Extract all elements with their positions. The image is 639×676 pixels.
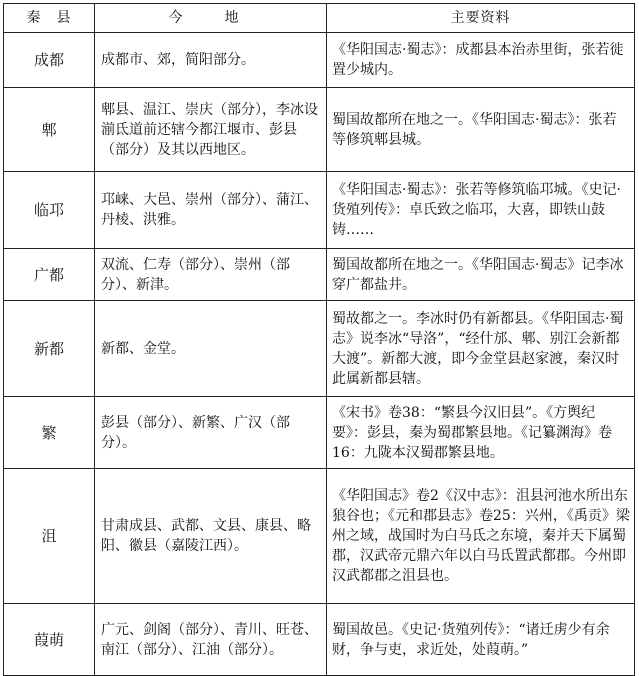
county-name: 郫 (4, 88, 95, 172)
source-note: 蜀故都之一。李冰时仍有新都县。《华阳国志·蜀志》说李冰“导洛”，“经什邡、郫、别江会新都大渡”。新都大渡，即今金堂县赵家渡，秦汉时此属新都县辖。 (327, 301, 635, 397)
today-place: 甘肃成县、武都、文县、康县、略阳、徽县（嘉陵江西）。 (95, 469, 327, 604)
source-note: 《华阳国志》卷2《汉中志》：沮县河池水所出东狼谷也；《元和郡县志》卷25：兴州，《禹贡》梁州之域，战国时为白马氐之东境，秦并天下属蜀郡，汉武帝元鼎六年以白马氐置武都郡。今州即汉武都郡之沮县也。 (327, 469, 635, 604)
today-place: 彭县（部分）、新繁、广汉（部分）。 (95, 397, 327, 469)
source-note: 《华阳国志·蜀志》：张若等修筑临邛城。《史记·货殖列传》：卓氏致之临邛，大喜，即铁山鼓铸…… (327, 172, 635, 249)
header-row (4, 4, 635, 33)
county-name: 新都 (4, 301, 95, 397)
county-name: 成都 (4, 33, 95, 88)
county-name: 广都 (4, 249, 95, 301)
county-name: 葭萌 (4, 604, 95, 676)
header-county: 秦 县 (4, 4, 95, 33)
table-row (4, 301, 635, 397)
today-place: 双流、仁寿（部分）、崇州（部分）、新津。 (95, 249, 327, 301)
today-place: 郫县、温江、崇庆（部分），李冰设湔氐道前还辖今都江堰市、彭县（部分）及其以西地区。 (95, 88, 327, 172)
today-place: 成都市、郊，简阳部分。 (95, 33, 327, 88)
table-row (4, 469, 635, 604)
table-row (4, 397, 635, 469)
table-row (4, 604, 635, 676)
table-row (4, 172, 635, 249)
table-row (4, 88, 635, 172)
source-note: 蜀国故都所在地之一。《华阳国志·蜀志》记李冰穿广都盐井。 (327, 249, 635, 301)
today-place: 邛崃、大邑、崇州（部分）、蒲江、丹棱、洪雅。 (95, 172, 327, 249)
county-name: 繁 (4, 397, 95, 469)
source-note: 蜀国故邑。《史记·货殖列传》：“诸迁虏少有余财，争与吏，求近处，处葭萌。” (327, 604, 635, 676)
county-name: 临邛 (4, 172, 95, 249)
source-note: 《华阳国志·蜀志》：成都县本治赤里街，张若徙置少城内。 (327, 33, 635, 88)
today-place: 新都、金堂。 (95, 301, 327, 397)
header-sources: 主要资料 (327, 4, 635, 33)
table-row (4, 33, 635, 88)
source-note: 蜀国故都所在地之一。《华阳国志·蜀志》：张若等修筑郫县城。 (327, 88, 635, 172)
header-today: 今 地 (95, 4, 327, 33)
table-row (4, 249, 635, 301)
today-place: 广元、剑阁（部分）、青川、旺苍、南江（部分）、江油（部分）。 (95, 604, 327, 676)
counties-table (3, 3, 635, 676)
county-name: 沮 (4, 469, 95, 604)
source-note: 《宋书》卷38：“繁县今汉旧县”。《方舆纪要》：彭县，秦为蜀郡繁县地。《记纂渊海》卷16：九陇本汉蜀郡繁县地。 (327, 397, 635, 469)
